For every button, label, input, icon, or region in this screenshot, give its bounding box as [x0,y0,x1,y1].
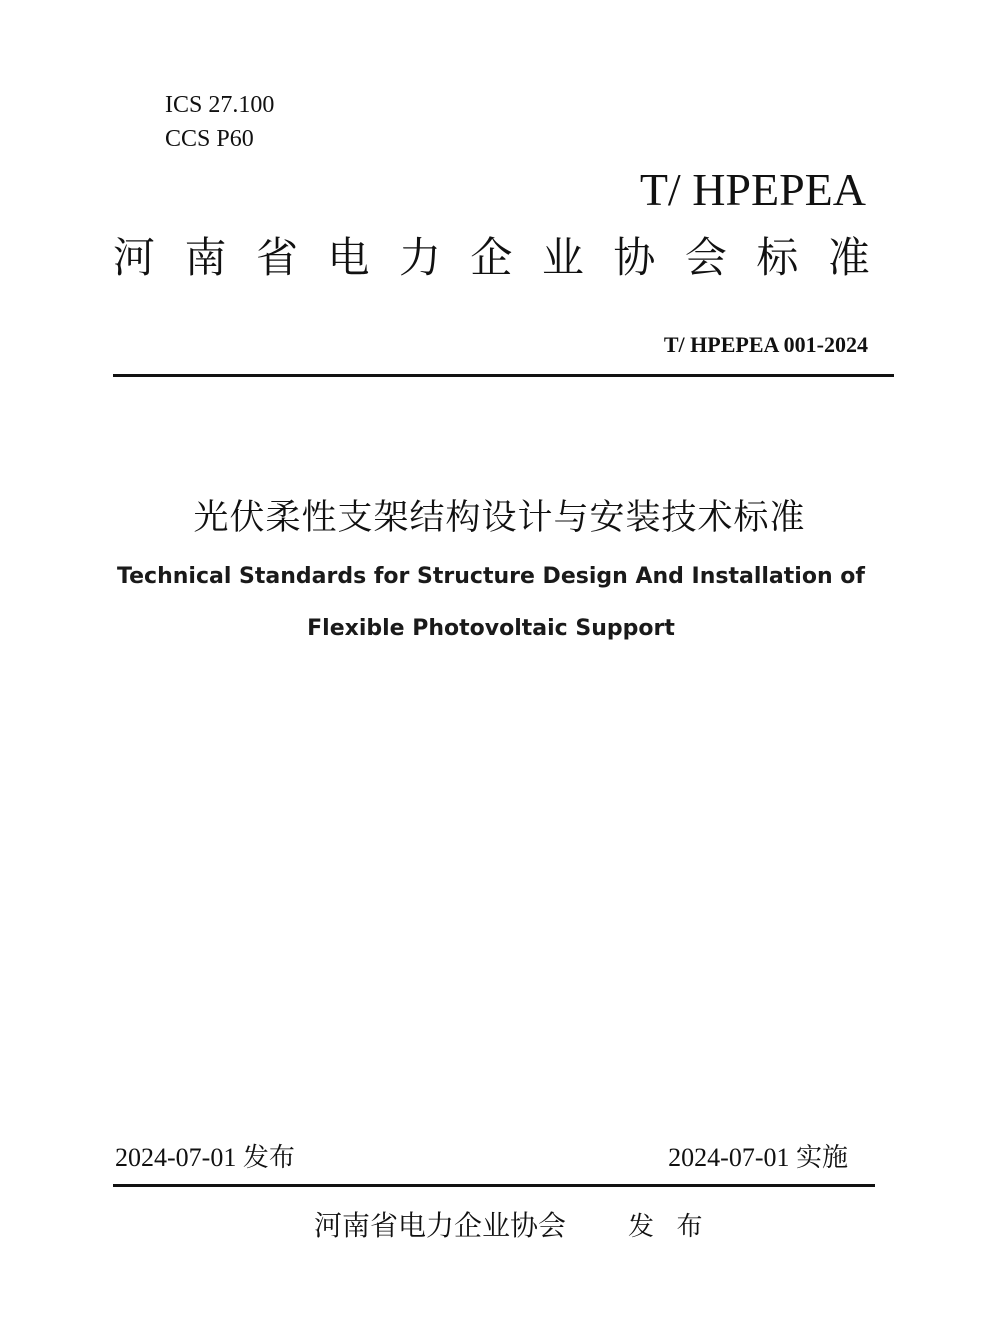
implement-date: 2024-07-01 实施 [668,1143,848,1172]
assoc-title-char: 准 [827,236,870,282]
publisher-suffix: 发 布 [628,1212,711,1241]
assoc-title-char: 标 [756,236,799,282]
assoc-title-char: 省 [255,236,298,282]
standard-number: T/ HPEPEA 001-2024 [663,332,868,357]
assoc-title-char: 会 [684,236,727,282]
assoc-title-char: 电 [327,236,370,282]
assoc-title-char: 河 [113,236,156,282]
document-title-english-line1: Technical Standards for Structure Design And Installation of [117,564,865,589]
document-title-english-line2: Flexible Photovoltaic Support [307,616,675,641]
ccs-code: CCS P60 [165,126,254,152]
top-divider [113,374,894,377]
publisher-name: 河南省电力企业协会 [314,1211,567,1242]
assoc-title-char: 企 [470,236,513,282]
assoc-title-char: 南 [184,236,227,282]
association-standard-title [113,229,870,289]
assoc-title-char: 力 [398,236,441,282]
assoc-title-char: 协 [613,236,656,282]
ics-code: ICS 27.100 [165,92,275,118]
classification-codes [165,88,274,156]
organization-code: T/ HPEPEA [639,164,866,215]
assoc-title-char: 业 [541,236,584,282]
document-title-chinese: 光伏柔性支架结构设计与安装技术标准 [193,498,806,538]
bottom-divider [113,1184,875,1187]
publish-date: 2024-07-01 发布 [115,1143,295,1172]
